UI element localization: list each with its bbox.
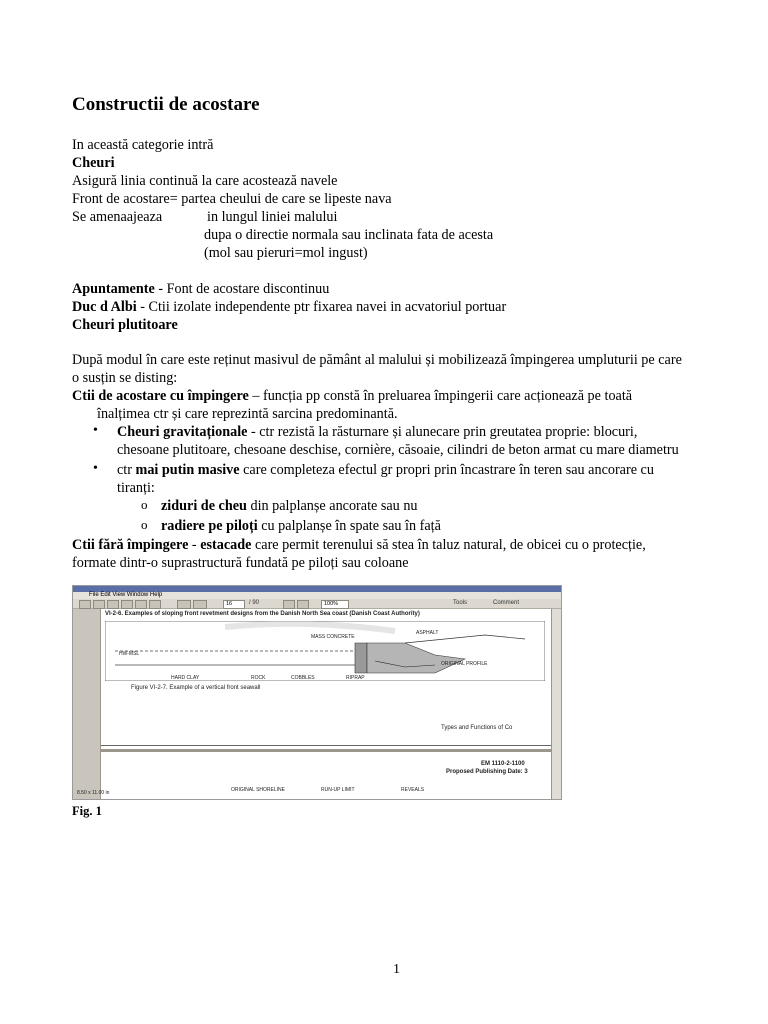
- text: ctr: [117, 462, 136, 478]
- print-icon: [79, 600, 91, 609]
- definition: cu palplanșe în spate sau în față: [257, 518, 441, 534]
- term-cu-impingere: Ctii de acostare cu împingere: [72, 388, 249, 404]
- em-number: EM 1110-2-1100: [481, 761, 525, 767]
- bullet-continuation: chesoane plutitoare, chesoane deschise, cornière, căsoaie, cilindri de beton armat cu mare diametru: [117, 442, 679, 458]
- definition: - Font de acostare discontinuu: [154, 281, 330, 297]
- select-icon: [121, 600, 133, 609]
- zoom-out-icon: [283, 600, 295, 609]
- bullet-circle: o: [141, 497, 148, 512]
- duc-d-albi-line: [72, 298, 506, 316]
- label-cobbles: COBBLES: [291, 675, 315, 681]
- definition: - Ctii izolate independente ptr fixarea navei in acvatoriul portuar: [136, 299, 507, 315]
- term-estacade: estacade: [200, 537, 252, 553]
- text: -: [188, 537, 201, 553]
- page-divider: [101, 745, 551, 746]
- figure-screenshot: [72, 585, 562, 800]
- tools-tab: Tools: [453, 600, 468, 606]
- bullet-circle: o: [141, 517, 148, 532]
- zoom-field: 100%: [321, 600, 349, 609]
- paragraph-line: înalțimea ctr și care reprezintă sarcina predominantă.: [97, 406, 398, 422]
- term-mai-putin-masive: mai putin masive: [135, 462, 240, 478]
- label-hw: HW-MSL: [119, 651, 140, 657]
- figure-label: Fig. 1: [72, 804, 102, 818]
- label-shoreline: ORIGINAL SHORELINE: [231, 787, 285, 793]
- label-asphalt: ASPHALT: [416, 630, 439, 636]
- term-duc-d-albi: Duc d Albi: [72, 299, 137, 315]
- text-line: Front de acostare= partea cheului de care se lipeste nava: [72, 191, 392, 207]
- page-size: 8.50 x 11.00 in: [77, 790, 110, 796]
- definition: - ctr rezistă la răsturnare și alunecare prin greutatea proprie: blocuri,: [247, 424, 638, 440]
- definition: care permit terenului să stea în taluz natural, de obicei cu o protecție,: [251, 537, 646, 553]
- apuntamente-line: [72, 280, 329, 298]
- menu-bar: [73, 592, 561, 599]
- menu-items: File Edit View Window Help: [89, 592, 163, 598]
- hand-icon: [107, 600, 119, 609]
- snapshot-icon: [149, 600, 161, 609]
- fara-impingere-line: [72, 536, 646, 554]
- sub-bullet-item: [161, 517, 441, 535]
- toolbar: [73, 599, 561, 609]
- definition: – funcția pp constă în preluarea împingerii care acționează pe toată: [248, 388, 633, 404]
- text-line: Se amenaajeaza: [72, 209, 163, 225]
- text-line: Asigură linia continuă la care acostează navele: [72, 173, 338, 189]
- running-header: Types and Functions of Co: [441, 725, 513, 731]
- label-original-profile: ORIGINAL PROFILE: [441, 661, 488, 667]
- page-total: / 90: [249, 600, 260, 606]
- paragraph-line: formate dintr-o suprastructură fundată pe piloți sau coloane: [72, 555, 409, 571]
- label-mass-concrete: MASS CONCRETE: [311, 634, 355, 640]
- sub-bullet-item: [161, 497, 418, 515]
- term-ziduri-de-cheu: ziduri de cheu: [161, 498, 247, 514]
- cu-impingere-line: [72, 387, 632, 405]
- zoom-in-icon: [297, 600, 309, 609]
- term-radiere-pe-piloti: radiere pe piloți: [161, 518, 258, 534]
- figure-caption: Figure VI-2-7. Example of a vertical front seawall: [131, 685, 261, 691]
- bullet-item: [117, 461, 654, 479]
- pdf-page: [101, 609, 551, 799]
- figure-caption-top: VI-2-6. Examples of sloping front revetment designs from the Danish North Sea coast (Danish Coast Authority): [105, 611, 420, 617]
- seawall-drawing: [105, 621, 545, 681]
- bullet-disc: •: [93, 461, 98, 476]
- page-up-icon: [177, 600, 191, 609]
- text-line: (mol sau pieruri=mol ingust): [204, 245, 368, 261]
- term-apuntamente: Apuntamente: [72, 281, 155, 297]
- bullet-disc: •: [93, 423, 98, 438]
- label-reveals: REVEALS: [401, 787, 425, 793]
- comment-tab: Comment: [493, 600, 520, 606]
- text-line: dupa o directie normala sau inclinata fata de acesta: [204, 227, 494, 243]
- text-line: in lungul liniei malului: [207, 209, 338, 225]
- definition: care completeza efectul gr propri prin încastrare în teren sau ancorare cu: [239, 462, 654, 478]
- definition: din palplanșe ancorate sau nu: [246, 498, 418, 514]
- label-riprap: RIPRAP: [346, 675, 365, 681]
- zoom-icon: [135, 600, 147, 609]
- page-gap: [101, 749, 551, 752]
- label-runup: RUN-UP LIMIT: [321, 787, 355, 793]
- page-number: 1: [393, 962, 400, 977]
- paragraph-line: o susțin se disting:: [72, 370, 178, 386]
- page-title: Constructii de acostare: [72, 94, 260, 115]
- heading-cheuri-plutitoare: Cheuri plutitoare: [72, 317, 178, 333]
- bullet-item: [117, 423, 637, 441]
- publishing-date: Proposed Publishing Date: 3: [446, 769, 528, 775]
- page-number-field: 16: [223, 600, 245, 609]
- term-fara-impingere: Ctii fără împingere: [72, 537, 189, 553]
- side-panel: [73, 609, 101, 799]
- page-down-icon: [193, 600, 207, 609]
- bullet-continuation: tiranți:: [117, 480, 155, 496]
- scrollbar: [551, 609, 562, 799]
- term-gravitationale: Cheuri gravitaționale: [117, 424, 248, 440]
- paragraph-line: După modul în care este reținut masivul de pământ al malului și mobilizează împingerea umpluturii pe care: [72, 352, 682, 368]
- heading-cheuri: Cheuri: [72, 155, 115, 171]
- intro-line: In această categorie intră: [72, 137, 214, 153]
- label-hard-clay: HARD CLAY: [171, 675, 200, 681]
- save-icon: [93, 600, 105, 609]
- label-rock: ROCK: [251, 675, 266, 681]
